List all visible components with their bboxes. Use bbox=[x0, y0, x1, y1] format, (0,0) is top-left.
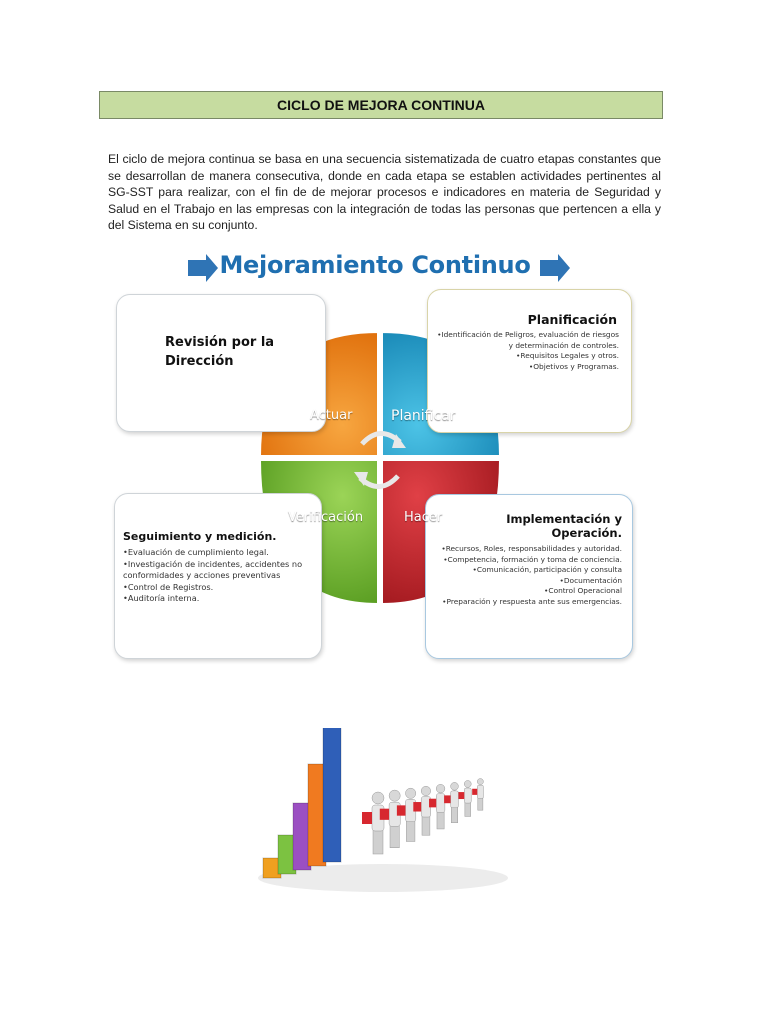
label-verificacion: Verificación bbox=[288, 510, 364, 525]
list-item: • Comunicación, participación y consulta bbox=[427, 565, 622, 576]
bar-graph-icon bbox=[263, 728, 341, 878]
planificacion-title: Planificación bbox=[527, 312, 617, 327]
card-planificacion bbox=[427, 289, 632, 433]
revision-title: Revisión por la Dirección bbox=[165, 335, 275, 369]
label-planificar: Planificar bbox=[391, 408, 456, 424]
label-hacer: Hacer bbox=[404, 510, 443, 525]
list-item: • Control Operacional bbox=[427, 586, 622, 597]
list-item: • Preparación y respuesta ante sus emergencias. bbox=[427, 597, 622, 608]
list-item: • Competencia, formación y toma de conciencia. bbox=[427, 555, 622, 566]
list-item: • Objetivos y Programas. bbox=[434, 362, 619, 373]
seguimiento-title: Seguimiento y medición. bbox=[123, 530, 277, 543]
list-item: • Documentación bbox=[427, 576, 622, 587]
label-actuar: Actuar bbox=[310, 408, 353, 423]
person-figure bbox=[472, 779, 483, 811]
list-item: • Identificación de Peligros, evaluación de riesgos y determinación de controles. bbox=[434, 330, 619, 351]
pdca-diagram bbox=[110, 248, 640, 663]
card-implementacion bbox=[425, 494, 633, 659]
person-figure bbox=[429, 784, 445, 829]
list-item: • Auditoría interna. bbox=[123, 593, 318, 605]
list-item: • Evaluación de cumplimiento legal. bbox=[123, 547, 318, 559]
card-revision bbox=[116, 294, 326, 432]
list-item: • Control de Registros. bbox=[123, 582, 318, 594]
illustration-bar bbox=[323, 728, 341, 862]
person-figure bbox=[444, 782, 458, 822]
bar-graph-people-illustration bbox=[253, 728, 515, 896]
page-title: CICLO DE MEJORA CONTINUA bbox=[277, 97, 485, 113]
teamwork-illustration bbox=[253, 728, 515, 896]
intro-paragraph: El ciclo de mejora continua se basa en una secuencia sistematizada de cuatro etapas constantes que se desarrollan de manera consecutiva, donde en cada etapa se establen actividades pertinentes al SG-SST para realizar, con el fin de de mejorar procesos e indicadores en materia de Seguridad y Salud en el Trabajo en las empresas con la integración de todas las personas que pertencen a ella y del Sistema en su conjunto. bbox=[108, 152, 661, 232]
planificacion-list bbox=[434, 330, 619, 372]
seguimiento-list bbox=[123, 547, 318, 605]
diagram-heading: Mejoramiento Continuo bbox=[219, 251, 531, 279]
list-item: • Investigación de incidentes, accidentes no conformidades y acciones preventivas bbox=[123, 559, 318, 582]
person-figure bbox=[458, 780, 471, 816]
implementacion-list bbox=[427, 544, 622, 608]
implementacion-title: Implementación y Operación. bbox=[506, 512, 622, 540]
title-box bbox=[99, 91, 663, 119]
list-item: • Requisitos Legales y otros. bbox=[434, 351, 619, 362]
person-figure bbox=[362, 792, 384, 854]
list-item: • Recursos, Roles, responsabilidades y autoridad. bbox=[427, 544, 622, 555]
people-figures-icon bbox=[362, 779, 483, 854]
